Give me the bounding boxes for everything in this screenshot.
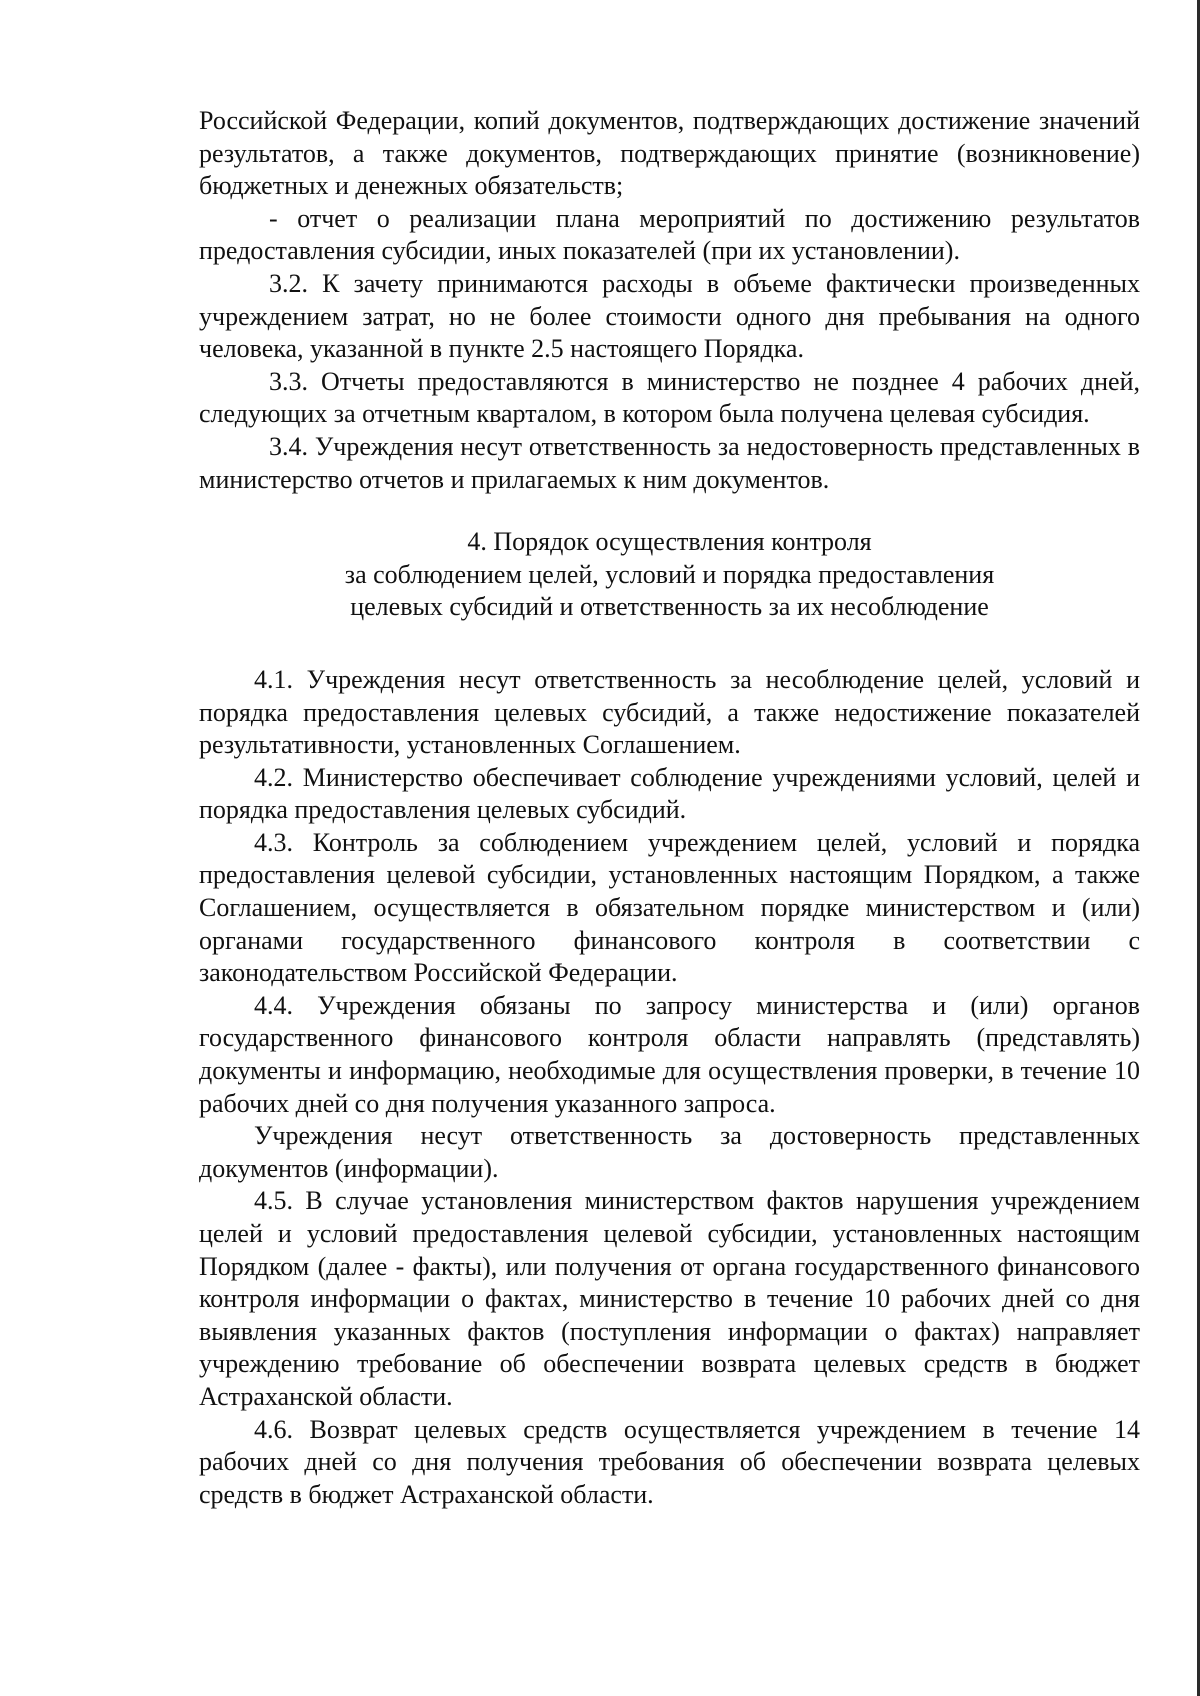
section-4-heading-line-2: за соблюдением целей, условий и порядка предоставления	[344, 559, 995, 589]
paragraph-4-4-responsibility: Учреждения несут ответственность за достоверность представленных документов (информации).	[199, 1121, 1140, 1183]
paragraph-report-item: - отчет о реализации плана мероприятий по достижению результатов предоставления субсидии, иных показателей (при их установлении).	[199, 203, 1140, 266]
section-4-heading-line-1: 4. Порядок осуществления контроля	[467, 527, 872, 557]
section-4-heading	[199, 526, 1140, 624]
paragraph-continuation: Российской Федерации, копий документов, подтверждающих достижение значений результатов, а также документов, подтверждающих принятие (возникновение) бюджетных и денежных обязательств;	[199, 106, 1140, 201]
document-body	[199, 105, 1140, 1511]
paragraph-4-3: 4.3. Контроль за соблюдением учреждением целей, условий и порядка предоставления целевой субсидии, установленных настоящим Порядком, а также Соглашением, осуществляется в обязательном порядке министерством и (или) органами государственного финансового контроля в соответствии с законодательством Российской Федерации.	[199, 827, 1140, 988]
paragraph-3-2: 3.2. К зачету принимаются расходы в объеме фактически произведенных учреждением затрат, но не более стоимости одного дня пребывания на одного человека, указанной в пункте 2.5 настоящего Порядка.	[199, 268, 1140, 364]
paragraph-4-2: 4.2. Министерство обеспечивает соблюдение учреждениями условий, целей и порядка предоставления целевых субсидий.	[199, 762, 1140, 825]
paragraph-4-6: 4.6. Возврат целевых средств осуществляется учреждением в течение 14 рабочих дней со дня получения требования об обеспечении возврата целевых средств в бюджет Астраханской области.	[199, 1414, 1140, 1509]
paragraph-3-3: 3.3. Отчеты предоставляются в министерство не позднее 4 рабочих дней, следующих за отчетным кварталом, в котором была получена целевая субсидия.	[199, 366, 1140, 429]
paragraph-3-4: 3.4. Учреждения несут ответственность за недостоверность представленных в министерство отчетов и прилагаемых к ним документов.	[199, 431, 1140, 494]
section-4-heading-line-3: целевых субсидий и ответственность за их несоблюдение	[350, 592, 989, 622]
paragraph-4-1: 4.1. Учреждения несут ответственность за несоблюдение целей, условий и порядка предоставления целевых субсидий, а также недостижение показателей результативности, установленных Соглашением.	[199, 664, 1140, 760]
paragraph-4-4: 4.4. Учреждения обязаны по запросу министерства и (или) органов государственного финансового контроля области направлять (представлять) документы и информацию, необходимые для осуществления проверки, в течение 10 рабочих дней со дня получения указанного запроса.	[199, 990, 1140, 1118]
paragraph-4-5: 4.5. В случае установления министерством фактов нарушения учреждением целей и условий предоставления целевой субсидии, установленных настоящим Порядком (далее - факты), или получения от органа государственного финансового контроля информации о фактах, министерство в течение 10 рабочих дней со дня выявления указанных фактов (поступления информации о фактах) направляет учреждению требование об обеспечении возврата целевых средств в бюджет Астраханской области.	[199, 1186, 1140, 1411]
